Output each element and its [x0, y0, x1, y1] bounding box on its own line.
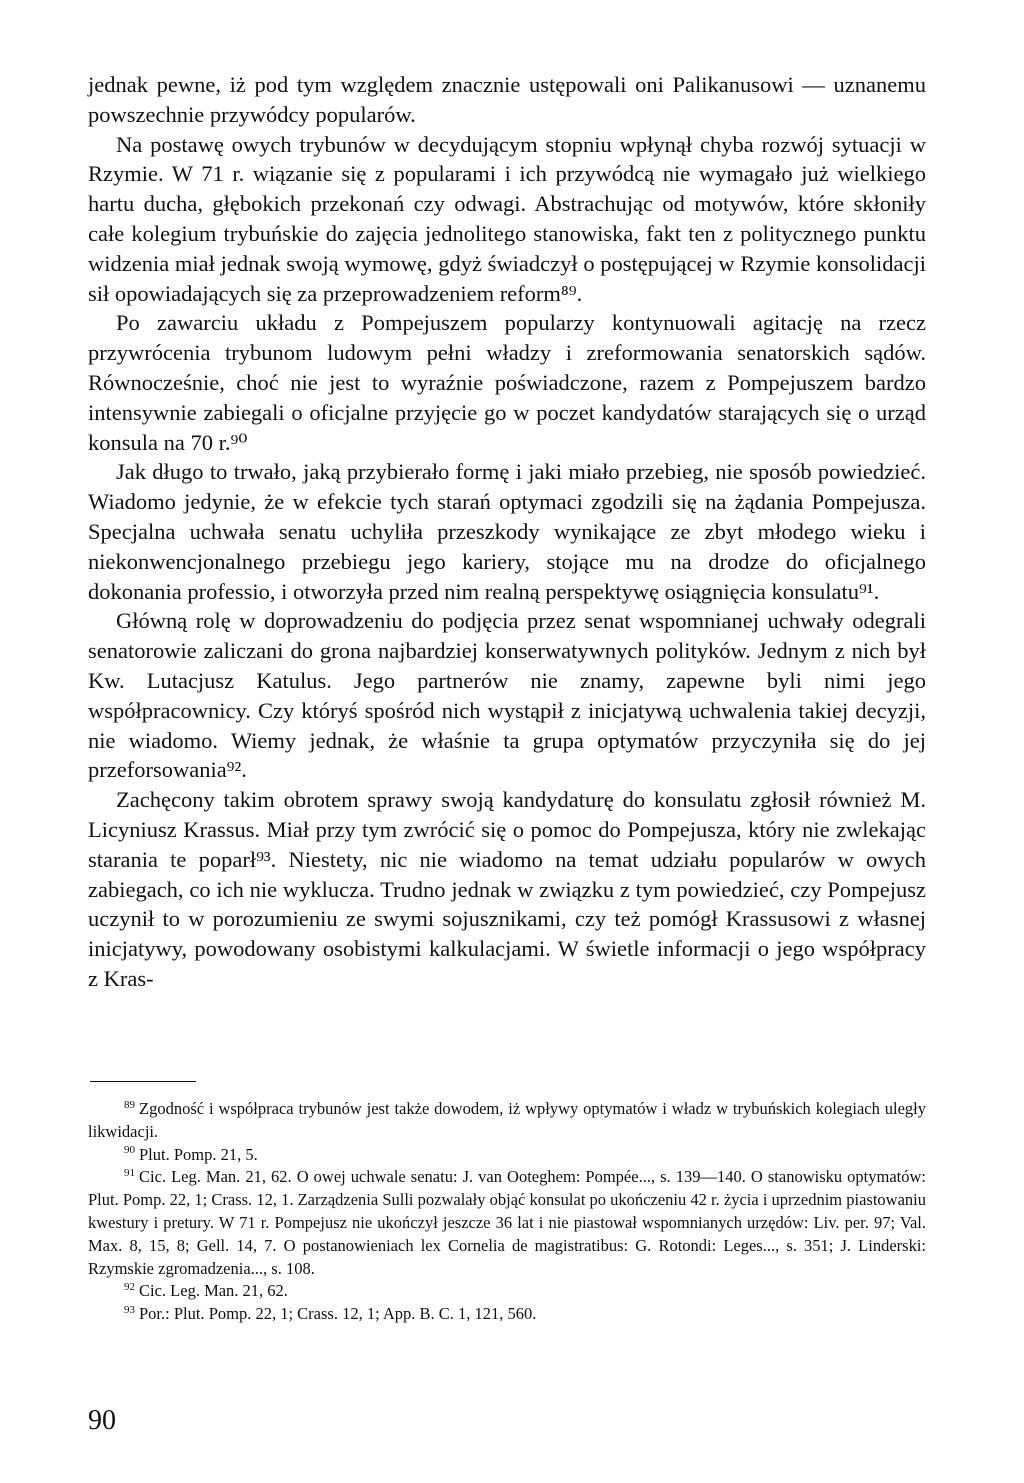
- footnote-text: Cic. Leg. Man. 21, 62. O owej uchwale senatu: J. van Ooteghem: Pompée..., s. 139—140. O stanowisku optymatów: Plut. Pomp. 22, 1; Crass. 12, 1. Zarządzenia Sulli pozwalały objąć konsulat po ukończeniu 42 r. życia i uprzednim piastowaniu kwestury i pretury. W 71 r. Pompejusz nie ukończył jeszcze 36 lat i nie piastował wspomnianych urzędów: Liv. per. 97; Val. Max. 8, 15, 8; Gell. 14, 7. O postanowieniach lex Cornelia de magistratibus: G. Rotondi: Leges..., s. 351; J. Linderski: Rzymskie zgromadzenia..., s. 108.: [88, 1167, 926, 1278]
- footnote: [88, 1166, 926, 1280]
- paragraph: Zachęcony takim obrotem sprawy swoją kandydaturę do konsulatu zgłosił również M. Licyniusz Krassus. Miał przy tym zwrócić się o pomoc do Pompejusza, który nie zwlekając starania te poparł⁹³. Niestety, nic nie wiadomo na temat udziału popularów w owych zabiegach, co ich nie wyklucza. Trudno jednak w związku z tym powiedzieć, czy Pompejusz uczynił to w porozumieniu ze swymi sojusznikami, czy też pomógł Krassusowi z własnej inicjatywy, powodowany osobistymi kalkulacjami. W świetle informacji o jego współpracy z Kras-: [88, 787, 926, 991]
- footnote: [88, 1144, 926, 1167]
- main-text: [88, 70, 926, 994]
- footnote-text: Zgodność i współpraca trybunów jest także dowodem, iż wpływy optymatów i władz w trybuńskich kolegiach uległy likwidacji.: [88, 1099, 926, 1141]
- footnote: [88, 1098, 926, 1144]
- page-number: 90: [88, 1405, 116, 1436]
- footnote-number: 90: [124, 1144, 135, 1157]
- paragraph: Jak długo to trwało, jaką przybierało formę i jaki miało przebieg, nie sposób powiedzieć. Wiadomo jedynie, że w efekcie tych starań optymaci zgodzili się na żądania Pompejusza. Specjalna uchwała senatu uchyliła przeszkody wynikające ze zbyt młodego wieku i niekonwencjonalnego przebiegu jego kariery, stojące mu na drodze do oficjalnego dokonania professio, i otworzyła przed nim realną perspektywę osiągnięcia konsulatu⁹¹.: [88, 459, 926, 604]
- footnote-text: Plut. Pomp. 21, 5.: [139, 1144, 258, 1164]
- paragraph: jednak pewne, iż pod tym względem znacznie ustępowali oni Palikanusowi — uznanemu powszechnie przywódcy popularów.: [88, 72, 926, 127]
- footnote-number: 91: [124, 1166, 135, 1179]
- footnote-number: 89: [124, 1098, 135, 1111]
- footnote-number: 93: [124, 1303, 135, 1316]
- footnote: [88, 1303, 926, 1326]
- footnote-number: 92: [124, 1280, 135, 1293]
- footnote-text: Cic. Leg. Man. 21, 62.: [139, 1281, 288, 1301]
- paragraph: Na postawę owych trybunów w decydującym stopniu wpłynął chyba rozwój sytuacji w Rzymie. W 71 r. wiązanie się z popularami i ich przywódcą nie wymagało już wielkiego hartu ducha, głębokich przekonań czy odwagi. Abstrachując od motywów, które skłoniły całe kolegium trybuńskie do zajęcia jednolitego stanowiska, fakt ten z politycznego punktu widzenia miał jednak swoją wymowę, gdyż świadczył o postępującej w Rzymie konsolidacji sił opowiadających się za przeprowadzeniem reform⁸⁹.: [88, 131, 926, 306]
- footnote: [88, 1280, 926, 1303]
- footnote-text: Por.: Plut. Pomp. 22, 1; Crass. 12, 1; App. B. C. 1, 121, 560.: [139, 1304, 537, 1324]
- paragraph: Główną rolę w doprowadzeniu do podjęcia przez senat wspomnianej uchwały odegrali senatorowie zaliczani do grona najbardziej konserwatywnych polityków. Jednym z nich był Kw. Lutacjusz Katulus. Jego partnerów nie znamy, zapewne byli nimi jego współpracownicy. Czy któryś spośród nich wystąpił z inicjatywą uchwalenia takiej decyzji, nie wiadomo. Wiemy jednak, że właśnie ta grupa optymatów przyczyniła się do jej przeforsowania⁹².: [88, 608, 926, 783]
- paragraph: Po zawarciu układu z Pompejuszem popularzy kontynuowali agitację na rzecz przywrócenia trybunom ludowym pełni władzy i zreformowania senatorskich sądów. Równocześnie, choć nie jest to wyraźnie poświadczone, razem z Pompejuszem bardzo intensywnie zabiegali o oficjalne przyjęcie go w poczet kandydatów starających się o urząd konsula na 70 r.⁹⁰: [88, 310, 926, 455]
- footnote-divider: [90, 1081, 196, 1082]
- footnotes: [88, 1098, 926, 1326]
